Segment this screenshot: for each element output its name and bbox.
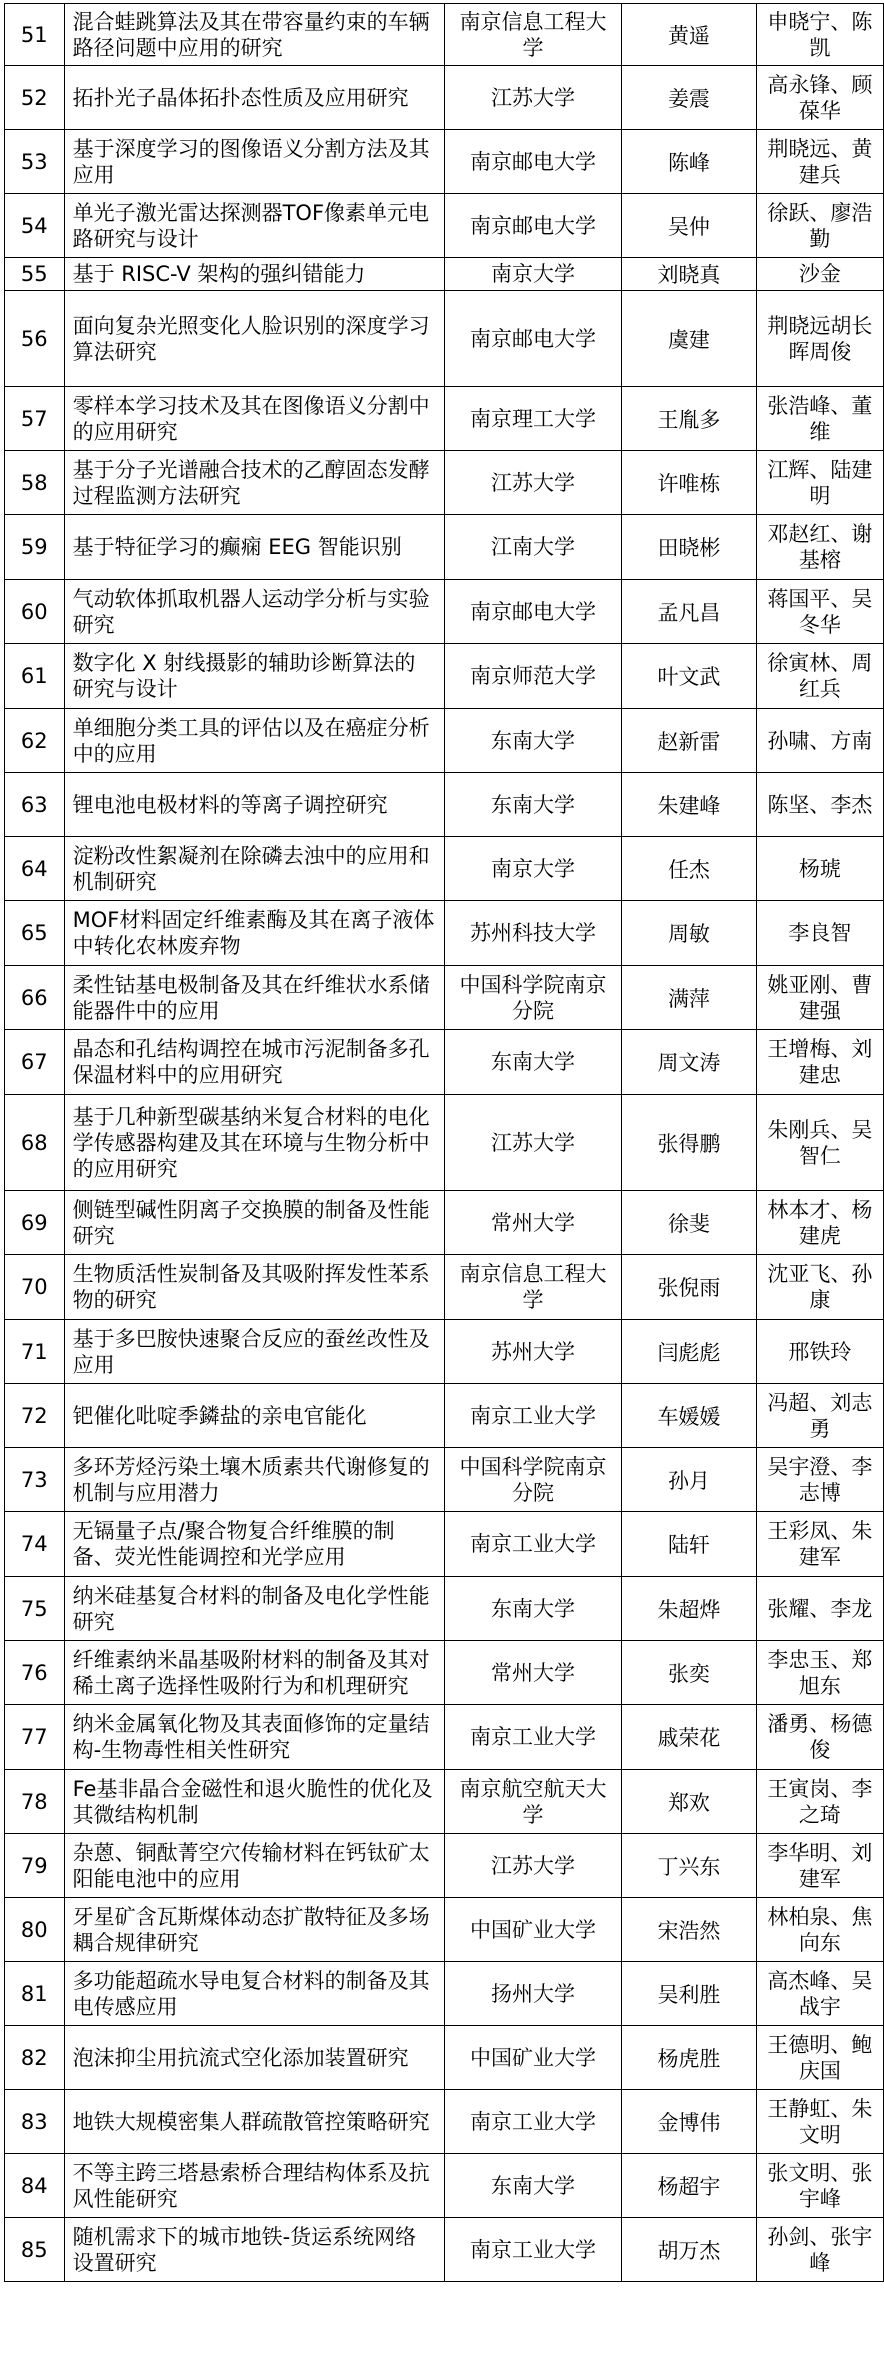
row-number: 80 bbox=[5, 1898, 65, 1962]
project-lead: 赵新雷 bbox=[622, 709, 757, 773]
table-row bbox=[5, 194, 884, 258]
project-lead: 许唯栋 bbox=[622, 451, 757, 515]
row-number: 73 bbox=[5, 1448, 65, 1512]
table-row bbox=[5, 2026, 884, 2090]
institution: 东南大学 bbox=[444, 1577, 621, 1641]
project-lead: 车媛媛 bbox=[622, 1384, 757, 1448]
row-number: 52 bbox=[5, 66, 65, 130]
project-title: 地铁大规模密集人群疏散管控策略研究 bbox=[64, 2090, 444, 2154]
project-lead: 任杰 bbox=[622, 837, 757, 901]
table-row bbox=[5, 1834, 884, 1898]
institution: 东南大学 bbox=[444, 1030, 621, 1095]
project-lead: 王胤多 bbox=[622, 387, 757, 451]
institution: 东南大学 bbox=[444, 773, 621, 837]
institution: 江南大学 bbox=[444, 515, 621, 580]
project-lead: 吴仲 bbox=[622, 194, 757, 258]
table-row bbox=[5, 451, 884, 515]
project-lead: 田晓彬 bbox=[622, 515, 757, 580]
team-members: 徐跃、廖浩勤 bbox=[756, 194, 883, 258]
team-members: 王寅岗、李之琦 bbox=[756, 1770, 883, 1834]
project-title: 淀粉改性絮凝剂在除磷去浊中的应用和机制研究 bbox=[64, 837, 444, 901]
team-members: 张耀、李龙 bbox=[756, 1577, 883, 1641]
team-members: 李良智 bbox=[756, 901, 883, 966]
team-members: 孙剑、张宇峰 bbox=[756, 2218, 883, 2282]
institution: 南京理工大学 bbox=[444, 387, 621, 451]
project-lead: 周文涛 bbox=[622, 1030, 757, 1095]
institution: 中国科学院南京分院 bbox=[444, 1448, 621, 1512]
table-row bbox=[5, 709, 884, 773]
project-lead: 孙月 bbox=[622, 1448, 757, 1512]
project-title: 多环芳烃污染土壤木质素共代谢修复的机制与应用潜力 bbox=[64, 1448, 444, 1512]
project-title: 晶态和孔结构调控在城市污泥制备多孔保温材料中的应用研究 bbox=[64, 1030, 444, 1095]
team-members: 荆晓远、黄建兵 bbox=[756, 130, 883, 194]
institution: 扬州大学 bbox=[444, 1962, 621, 2026]
project-title: 数字化 X 射线摄影的辅助诊断算法的研究与设计 bbox=[64, 644, 444, 709]
table-row bbox=[5, 1255, 884, 1320]
project-title: 基于深度学习的图像语义分割方法及其应用 bbox=[64, 130, 444, 194]
row-number: 74 bbox=[5, 1512, 65, 1577]
row-number: 63 bbox=[5, 773, 65, 837]
institution: 南京信息工程大学 bbox=[444, 1255, 621, 1320]
project-lead: 胡万杰 bbox=[622, 2218, 757, 2282]
team-members: 冯超、刘志勇 bbox=[756, 1384, 883, 1448]
team-members: 邓赵红、谢基榕 bbox=[756, 515, 883, 580]
project-title: 纤维素纳米晶基吸附材料的制备及其对稀土离子选择性吸附行为和机理研究 bbox=[64, 1641, 444, 1705]
project-lead: 闫彪彪 bbox=[622, 1320, 757, 1384]
table-row bbox=[5, 515, 884, 580]
project-lead: 周敏 bbox=[622, 901, 757, 966]
row-number: 72 bbox=[5, 1384, 65, 1448]
team-members: 潘勇、杨德俊 bbox=[756, 1705, 883, 1770]
project-lead: 叶文武 bbox=[622, 644, 757, 709]
project-lead: 张倪雨 bbox=[622, 1255, 757, 1320]
team-members: 林柏泉、焦向东 bbox=[756, 1898, 883, 1962]
institution: 南京航空航天大学 bbox=[444, 1770, 621, 1834]
team-members: 申晓宁、陈凯 bbox=[756, 4, 883, 66]
team-members: 张文明、张宇峰 bbox=[756, 2154, 883, 2218]
team-members: 李忠玉、郑旭东 bbox=[756, 1641, 883, 1705]
table-row bbox=[5, 901, 884, 966]
team-members: 徐寅林、周红兵 bbox=[756, 644, 883, 709]
project-lead: 张得鹏 bbox=[622, 1095, 757, 1191]
institution: 南京工业大学 bbox=[444, 1384, 621, 1448]
row-number: 68 bbox=[5, 1095, 65, 1191]
project-title: 面向复杂光照变化人脸识别的深度学习算法研究 bbox=[64, 291, 444, 387]
project-title: 混合蛙跳算法及其在带容量约束的车辆路径问题中应用的研究 bbox=[64, 4, 444, 66]
row-number: 65 bbox=[5, 901, 65, 966]
row-number: 78 bbox=[5, 1770, 65, 1834]
project-title: 随机需求下的城市地铁-货运系统网络设置研究 bbox=[64, 2218, 444, 2282]
project-title: 单光子激光雷达探测器TOF像素单元电路研究与设计 bbox=[64, 194, 444, 258]
table-row bbox=[5, 1898, 884, 1962]
project-lead: 陆轩 bbox=[622, 1512, 757, 1577]
project-title: 基于多巴胺快速聚合反应的蚕丝改性及应用 bbox=[64, 1320, 444, 1384]
team-members: 吴宇澄、李志博 bbox=[756, 1448, 883, 1512]
table-row bbox=[5, 66, 884, 130]
table-row bbox=[5, 1641, 884, 1705]
team-members: 沙金 bbox=[756, 258, 883, 291]
project-title: 基于特征学习的癫痫 EEG 智能识别 bbox=[64, 515, 444, 580]
project-table-body bbox=[5, 4, 884, 2282]
project-lead: 张奕 bbox=[622, 1641, 757, 1705]
institution: 南京工业大学 bbox=[444, 1705, 621, 1770]
row-number: 66 bbox=[5, 966, 65, 1030]
table-row bbox=[5, 1095, 884, 1191]
table-row bbox=[5, 773, 884, 837]
table-row bbox=[5, 2090, 884, 2154]
row-number: 59 bbox=[5, 515, 65, 580]
row-number: 55 bbox=[5, 258, 65, 291]
table-row bbox=[5, 1705, 884, 1770]
institution: 南京信息工程大学 bbox=[444, 4, 621, 66]
team-members: 沈亚飞、孙康 bbox=[756, 1255, 883, 1320]
table-row bbox=[5, 1030, 884, 1095]
table-row bbox=[5, 130, 884, 194]
institution: 常州大学 bbox=[444, 1191, 621, 1255]
institution: 南京工业大学 bbox=[444, 1512, 621, 1577]
row-number: 69 bbox=[5, 1191, 65, 1255]
project-title: 拓扑光子晶体拓扑态性质及应用研究 bbox=[64, 66, 444, 130]
institution: 江苏大学 bbox=[444, 1834, 621, 1898]
row-number: 58 bbox=[5, 451, 65, 515]
project-lead: 杨虎胜 bbox=[622, 2026, 757, 2090]
team-members: 王彩凤、朱建军 bbox=[756, 1512, 883, 1577]
team-members: 李华明、刘建军 bbox=[756, 1834, 883, 1898]
team-members: 高杰峰、吴战宇 bbox=[756, 1962, 883, 2026]
team-members: 王静虹、朱文明 bbox=[756, 2090, 883, 2154]
project-title: 单细胞分类工具的评估以及在癌症分析中的应用 bbox=[64, 709, 444, 773]
table-row bbox=[5, 1512, 884, 1577]
institution: 苏州科技大学 bbox=[444, 901, 621, 966]
project-lead: 郑欢 bbox=[622, 1770, 757, 1834]
row-number: 76 bbox=[5, 1641, 65, 1705]
institution: 南京邮电大学 bbox=[444, 580, 621, 644]
institution: 南京邮电大学 bbox=[444, 291, 621, 387]
institution: 中国矿业大学 bbox=[444, 2026, 621, 2090]
project-lead: 朱建峰 bbox=[622, 773, 757, 837]
row-number: 85 bbox=[5, 2218, 65, 2282]
project-lead: 戚荣花 bbox=[622, 1705, 757, 1770]
table-row bbox=[5, 1320, 884, 1384]
table-row bbox=[5, 387, 884, 451]
row-number: 60 bbox=[5, 580, 65, 644]
table-row bbox=[5, 580, 884, 644]
project-title: 生物质活性炭制备及其吸附挥发性苯系物的研究 bbox=[64, 1255, 444, 1320]
project-lead: 虞建 bbox=[622, 291, 757, 387]
table-row bbox=[5, 1577, 884, 1641]
project-title: 基于几种新型碳基纳米复合材料的电化学传感器构建及其在环境与生物分析中的应用研究 bbox=[64, 1095, 444, 1191]
institution: 南京大学 bbox=[444, 837, 621, 901]
institution: 南京师范大学 bbox=[444, 644, 621, 709]
row-number: 67 bbox=[5, 1030, 65, 1095]
institution: 常州大学 bbox=[444, 1641, 621, 1705]
team-members: 江辉、陆建明 bbox=[756, 451, 883, 515]
project-table bbox=[4, 3, 884, 2282]
project-title: 杂蒽、铜酞菁空穴传输材料在钙钛矿太阳能电池中的应用 bbox=[64, 1834, 444, 1898]
team-members: 朱刚兵、吴智仁 bbox=[756, 1095, 883, 1191]
project-lead: 杨超宇 bbox=[622, 2154, 757, 2218]
institution: 中国科学院南京分院 bbox=[444, 966, 621, 1030]
team-members: 杨琥 bbox=[756, 837, 883, 901]
project-lead: 朱超烨 bbox=[622, 1577, 757, 1641]
project-title: Fe基非晶合金磁性和退火脆性的优化及其微结构机制 bbox=[64, 1770, 444, 1834]
row-number: 61 bbox=[5, 644, 65, 709]
table-row bbox=[5, 2154, 884, 2218]
team-members: 林本才、杨建虎 bbox=[756, 1191, 883, 1255]
project-lead: 吴利胜 bbox=[622, 1962, 757, 2026]
table-row bbox=[5, 1384, 884, 1448]
project-lead: 满萍 bbox=[622, 966, 757, 1030]
row-number: 81 bbox=[5, 1962, 65, 2026]
institution: 江苏大学 bbox=[444, 1095, 621, 1191]
team-members: 孙啸、方南 bbox=[756, 709, 883, 773]
project-title: 基于 RISC-V 架构的强纠错能力 bbox=[64, 258, 444, 291]
team-members: 张浩峰、董维 bbox=[756, 387, 883, 451]
institution: 南京邮电大学 bbox=[444, 130, 621, 194]
table-row bbox=[5, 1448, 884, 1512]
project-lead: 陈峰 bbox=[622, 130, 757, 194]
table-row bbox=[5, 644, 884, 709]
institution: 东南大学 bbox=[444, 2154, 621, 2218]
row-number: 83 bbox=[5, 2090, 65, 2154]
project-title: 无镉量子点/聚合物复合纤维膜的制备、荧光性能调控和光学应用 bbox=[64, 1512, 444, 1577]
table-row bbox=[5, 258, 884, 291]
project-lead: 孟凡昌 bbox=[622, 580, 757, 644]
project-title: 侧链型碱性阴离子交换膜的制备及性能研究 bbox=[64, 1191, 444, 1255]
row-number: 82 bbox=[5, 2026, 65, 2090]
project-lead: 宋浩然 bbox=[622, 1898, 757, 1962]
institution: 江苏大学 bbox=[444, 451, 621, 515]
team-members: 蒋国平、吴冬华 bbox=[756, 580, 883, 644]
row-number: 84 bbox=[5, 2154, 65, 2218]
team-members: 王德明、鲍庆国 bbox=[756, 2026, 883, 2090]
institution: 江苏大学 bbox=[444, 66, 621, 130]
row-number: 57 bbox=[5, 387, 65, 451]
row-number: 51 bbox=[5, 4, 65, 66]
project-title: 泡沫抑尘用抗流式空化添加装置研究 bbox=[64, 2026, 444, 2090]
project-title: 多功能超疏水导电复合材料的制备及其电传感应用 bbox=[64, 1962, 444, 2026]
project-title: MOF材料固定纤维素酶及其在离子液体中转化农林废弃物 bbox=[64, 901, 444, 966]
project-title: 气动软体抓取机器人运动学分析与实验研究 bbox=[64, 580, 444, 644]
team-members: 高永锋、顾葆华 bbox=[756, 66, 883, 130]
row-number: 62 bbox=[5, 709, 65, 773]
team-members: 邢铁玲 bbox=[756, 1320, 883, 1384]
institution: 南京邮电大学 bbox=[444, 194, 621, 258]
row-number: 77 bbox=[5, 1705, 65, 1770]
project-title: 柔性钴基电极制备及其在纤维状水系储能器件中的应用 bbox=[64, 966, 444, 1030]
project-lead: 刘晓真 bbox=[622, 258, 757, 291]
project-title: 锂电池电极材料的等离子调控研究 bbox=[64, 773, 444, 837]
project-title: 纳米金属氧化物及其表面修饰的定量结构-生物毒性相关性研究 bbox=[64, 1705, 444, 1770]
row-number: 70 bbox=[5, 1255, 65, 1320]
table-row bbox=[5, 2218, 884, 2282]
row-number: 71 bbox=[5, 1320, 65, 1384]
institution: 中国矿业大学 bbox=[444, 1898, 621, 1962]
row-number: 56 bbox=[5, 291, 65, 387]
row-number: 75 bbox=[5, 1577, 65, 1641]
institution: 苏州大学 bbox=[444, 1320, 621, 1384]
table-row bbox=[5, 1770, 884, 1834]
institution: 东南大学 bbox=[444, 709, 621, 773]
project-title: 零样本学习技术及其在图像语义分割中的应用研究 bbox=[64, 387, 444, 451]
table-row bbox=[5, 837, 884, 901]
project-title: 牙星矿含瓦斯煤体动态扩散特征及多场耦合规律研究 bbox=[64, 1898, 444, 1962]
team-members: 荆晓远胡长晖周俊 bbox=[756, 291, 883, 387]
row-number: 64 bbox=[5, 837, 65, 901]
project-title: 纳米硅基复合材料的制备及电化学性能研究 bbox=[64, 1577, 444, 1641]
row-number: 79 bbox=[5, 1834, 65, 1898]
team-members: 王增梅、刘建忠 bbox=[756, 1030, 883, 1095]
table-row bbox=[5, 4, 884, 66]
table-row bbox=[5, 966, 884, 1030]
team-members: 陈坚、李杰 bbox=[756, 773, 883, 837]
institution: 南京大学 bbox=[444, 258, 621, 291]
table-row bbox=[5, 1191, 884, 1255]
row-number: 53 bbox=[5, 130, 65, 194]
institution: 南京工业大学 bbox=[444, 2090, 621, 2154]
project-lead: 姜震 bbox=[622, 66, 757, 130]
project-title: 不等主跨三塔悬索桥合理结构体系及抗风性能研究 bbox=[64, 2154, 444, 2218]
row-number: 54 bbox=[5, 194, 65, 258]
project-title: 基于分子光谱融合技术的乙醇固态发酵过程监测方法研究 bbox=[64, 451, 444, 515]
table-row bbox=[5, 291, 884, 387]
table-row bbox=[5, 1962, 884, 2026]
team-members: 姚亚刚、曹建强 bbox=[756, 966, 883, 1030]
project-title: 钯催化吡啶季鏻盐的亲电官能化 bbox=[64, 1384, 444, 1448]
project-lead: 黄遥 bbox=[622, 4, 757, 66]
project-lead: 丁兴东 bbox=[622, 1834, 757, 1898]
project-lead: 徐斐 bbox=[622, 1191, 757, 1255]
institution: 南京工业大学 bbox=[444, 2218, 621, 2282]
project-lead: 金博伟 bbox=[622, 2090, 757, 2154]
